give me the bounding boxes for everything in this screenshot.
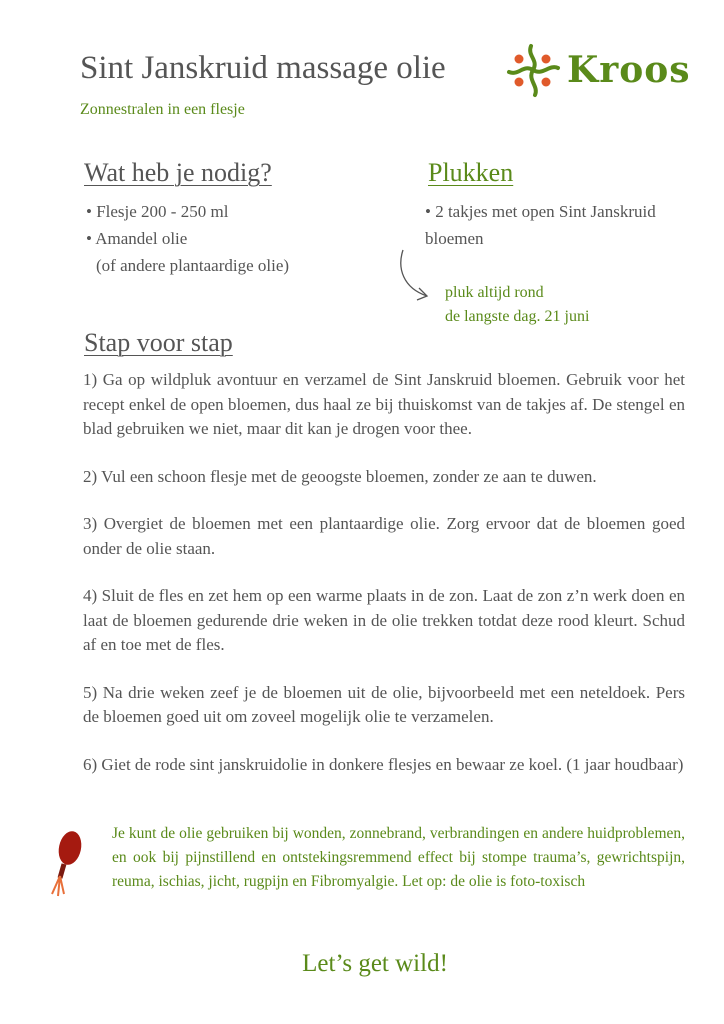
step-item: 5) Na drie weken zeef je de bloemen uit de olie, bijvoorbeeld met een neteldoek. Pers de bloemen goed uit om zoveel mogelijk olie te verzamelen.: [83, 682, 685, 726]
pluk-tip-line: de langste dag. 21 juni: [445, 308, 590, 325]
step-item: 4) Sluit de fles en zet hem op een warme plaats in de zon. Laat de zon z’n werk doen en laat de bloemen gedurende drie weken in de olie trekken totdat deze rood kleurt. Schud af en toe met de fles.: [83, 586, 685, 654]
pluk-tip: [445, 281, 589, 329]
step-item: 6) Giet de rode sint janskruidolie in donkere flesjes en bewaar ze koel. (1 jaar houdbaar): [83, 754, 684, 774]
closing-text: Let’s get wild!: [302, 950, 448, 977]
needs-heading: Wat heb je nodig?: [84, 158, 272, 187]
list-item: • Amandel olie: [86, 225, 289, 252]
list-item: • Flesje 200 - 250 ml: [86, 198, 289, 225]
usage-tip: Je kunt de olie gebruiken bij wonden, zonnebrand, verbrandingen en andere huidproblemen, en ook bij pijnstillend en ontstekingsremmend effect bij stompe trauma’s, gewrichtspijn, reuma, ischias, jicht, rugpijn en Fibromyalgie. Let op: de olie is foto-toxisch: [112, 825, 685, 890]
pluk-heading: Plukken: [428, 158, 514, 187]
pluk-list: [425, 198, 715, 252]
needs-list: [86, 198, 289, 279]
list-item: • 2 takjes met open Sint Janskruid bloemen: [425, 198, 715, 252]
step-item: 2) Vul een schoon flesje met de geoogste bloemen, zonder ze aan te duwen.: [83, 466, 597, 486]
step-item: 3) Overgiet de bloemen met een plantaardige olie. Zorg ervoor dat de bloemen goed onder de olie staan.: [83, 514, 685, 558]
list-note: (of andere plantaardige olie): [96, 256, 290, 275]
kroos-logo: [505, 42, 691, 98]
logo-text: Kroos: [567, 49, 691, 91]
page-subtitle: Zonnestralen in een flesje: [80, 101, 245, 118]
curved-arrow-icon: [397, 248, 437, 303]
pluk-tip-line: pluk altijd rond: [445, 284, 544, 301]
kroos-leaf-icon: [505, 42, 561, 98]
steps-heading: Stap voor stap: [84, 328, 233, 357]
page-title: Sint Janskruid massage olie: [80, 50, 446, 86]
step-item: 1) Ga op wildpluk avontuur en verzamel de Sint Janskruid bloemen. Gebruik voor het recept enkel de open bloemen, dus haal ze bij thuiskomst van de takjes af. De stengel en blad gebruiken we niet, maar dit kan je drogen voor thee.: [83, 370, 685, 438]
steps-list: [83, 368, 685, 800]
red-bug-illustration-icon: [46, 828, 86, 900]
